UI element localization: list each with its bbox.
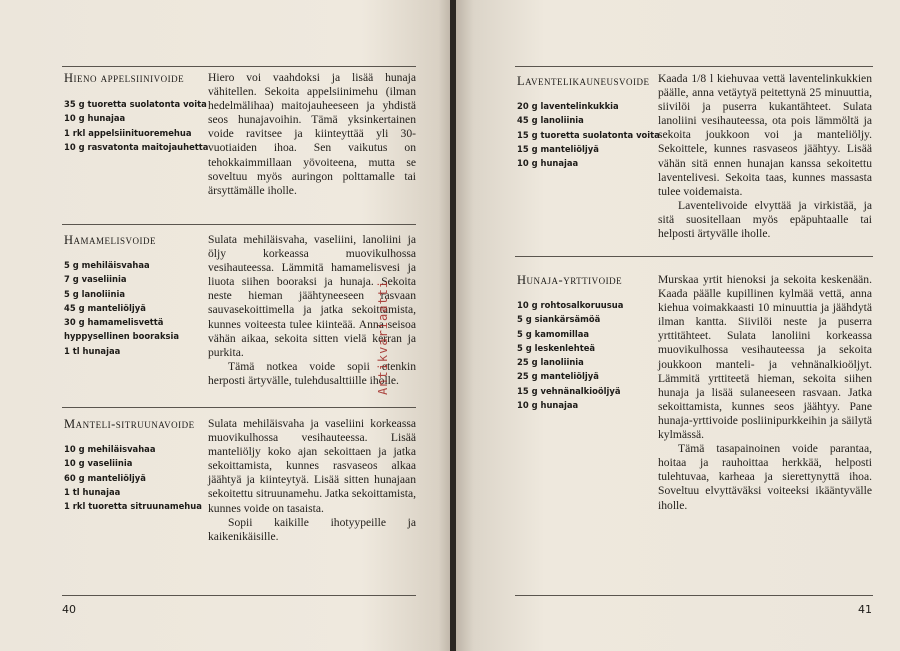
recipe-title: Hunaja-yrttivoide <box>517 273 623 287</box>
right-page <box>456 0 900 651</box>
page-number: 40 <box>62 603 76 616</box>
ingredient: 10 g rohtosalkoruusua <box>517 300 624 310</box>
section-rule <box>62 407 416 408</box>
instructions <box>208 71 416 198</box>
ingredient-list <box>517 99 660 170</box>
instructions <box>658 72 872 241</box>
ingredient: 15 g tuoretta suolatonta voita <box>517 129 660 140</box>
paragraph: Kaada 1/8 l kiehuvaa vettä laventelinkukkien päälle, anna vetäytyä peitettynä 25 minuuttia, siivilöi ja puserra kukantähteet. Sulata lanoliini vesihauteessa, ota pois lämmöltä ja sekoita joukkoon voi ja manteliöljy. Sekoittele, kunnes rasvaseos jäähtyy. Lisää vähän sitä ennen hunajan kanssa sekoitettu laventelivesi. Sekoita taas, kunnes massasta tulee voidemaista. <box>658 72 872 198</box>
top-rule <box>515 66 873 67</box>
ingredient: 1 tl hunajaa <box>64 486 121 497</box>
section-rule <box>62 224 416 225</box>
ingredient: 10 g hunajaa <box>517 158 579 169</box>
watermark-stamp: Antikvariaatti <box>376 279 390 395</box>
ingredient: 10 g hunajaa <box>517 400 579 411</box>
ingredient: 5 g mehiläisvahaa <box>64 260 150 270</box>
ingredient: 1 rkl tuoretta sitruunamehua <box>64 501 202 512</box>
ingredient: 1 rkl appelsiinituoremehua <box>64 127 192 138</box>
ingredient-list <box>64 258 179 358</box>
paragraph: Sopii kaikille ihotyypeille ja kaikenikäisille. <box>208 515 416 543</box>
instructions <box>658 273 872 513</box>
ingredient: 5 g lanoliinia <box>64 288 125 299</box>
ingredient: 60 g manteliöljyä <box>64 472 146 483</box>
ingredient: 15 g vehnänalkioöljyä <box>517 385 621 396</box>
ingredient: 10 g rasvatonta maitojauhetta <box>64 141 209 152</box>
page-number: 41 <box>858 603 872 616</box>
ingredient: 10 g mehiläisvahaa <box>64 444 156 454</box>
recipe-title: Laventelikauneusvoide <box>517 74 650 88</box>
paragraph: Tämä notkea voide sopii etenkin herposti ärtyvälle, tulehdusalttiille iholle. <box>208 359 416 387</box>
ingredient: 20 g laventelinkukkia <box>517 101 619 111</box>
ingredient: hyppysellinen booraksia <box>64 331 180 342</box>
paragraph: Hiero voi vaahdoksi ja lisää hunaja vähitellen. Sekoita appelsiinimehu (ilman hedelmälihaa) maitojauheeseen ja yhdistä seos hunajavoihin. Tämä yksinkertainen voide ravitsee ja kiinteyttää yli 30-vuotiaiden ihoa. Sen vaikutus on tehokkaimmillaan yövoiteena, mutta se soveltuu myös auringon polttamalle tai ärsyttämälle iholle. <box>208 71 416 197</box>
ingredient: 35 g tuoretta suolatonta voita <box>64 99 207 109</box>
ingredient: 5 g leskenlehteä <box>517 342 596 353</box>
ingredient-list <box>517 298 623 412</box>
ingredient-list <box>64 442 202 513</box>
ingredient: 15 g manteliöljyä <box>517 143 599 154</box>
ingredient: 7 g vaseliinia <box>64 274 127 285</box>
ingredient: 10 g vaseliinia <box>64 458 133 469</box>
instructions <box>208 417 416 544</box>
recipe-title: Hieno appelsiinivoide <box>64 71 185 85</box>
recipe-title: Hamamelisvoide <box>64 233 157 247</box>
bottom-rule <box>62 595 416 596</box>
ingredient: 45 g lanoliinia <box>517 115 584 126</box>
top-rule <box>62 66 416 67</box>
ingredient: 5 g kamomillaa <box>517 328 589 339</box>
paragraph: Laventelivoide elvyttää ja virkistää, ja sitä suositellaan myös epäpuhtaalle tai helposti ärtyvälle iholle. <box>658 198 872 241</box>
paragraph: Tämä tasapainoinen voide parantaa, hoitaa ja rauhoittaa herkkää, helposti tulehtuvaa, karheaa ja sierettynyttä ihoa. Soveltuu elvyttäväksi voiteeksi ikääntyvälle iholle. <box>658 442 872 512</box>
ingredient: 10 g hunajaa <box>64 113 126 124</box>
ingredient: 25 g lanoliinia <box>517 357 584 368</box>
section-rule <box>515 256 873 257</box>
paragraph: Sulata mehiläisvaha, vaseliini, lanoliini ja öljy korkeassa muovikulhossa vesihauteessa. Lämmitä hamamelisvesi ja liuota siihen booraksi ja hunaja. Sekoita neste hieman jäähtyneeseen rasvaan sauvasekoittimella ja jatka sekoittamista, kunnes voiteesta tulee kiinteää. Anna seisoa vähän aikaa, sekoita sitten vielä kerran ja purkita. <box>208 233 416 359</box>
ingredient: 5 g siankärsämöä <box>517 314 601 325</box>
ingredient: 25 g manteliöljyä <box>517 371 599 382</box>
recipe-title: Manteli-sitruunavoide <box>64 417 195 431</box>
ingredient: 45 g manteliöljyä <box>64 302 146 313</box>
ingredient: 1 tl hunajaa <box>64 345 121 356</box>
ingredient: 30 g hamamelisvettä <box>64 317 164 328</box>
paragraph: Sulata mehiläisvaha ja vaseliini korkeassa muovikulhossa vesihauteessa. Lisää manteliöljy koko ajan sekoittaen ja jatka sekoittamista, kunnes rasvaseos alkaa jäähtyä ja kiinteytyä. Lisää sitten hunajaan sekoitettu sitruunamehu. Jatka sekoittamista, kunnes voide on tasaista. <box>208 417 416 515</box>
ingredient-list <box>64 97 208 154</box>
bottom-rule <box>515 595 873 596</box>
paragraph: Murskaa yrtit hienoksi ja sekoita keskenään. Kaada päälle kupillinen kylmää vettä, anna kiehua voimakkaasti 10 minuuttia ja jäähdytä ilman kantta. Siivilöi neste ja puserra yrttitähteet. Sulata lanoliini korkeassa muovikulhossa vesihauteessa ja sekoita joukkoon manteli- ja vehnänalkioöljyt. Lämmitä yrttiteetä hieman, sekoita siihen hunaja ja lisää sulaneeseen rasvaan. Jatka sekoittamista, kunnes seos jäähtyy. Pane hunaja-yrttivoide posliinipurkkeihin ja säilytä kylmässä. <box>658 273 872 442</box>
